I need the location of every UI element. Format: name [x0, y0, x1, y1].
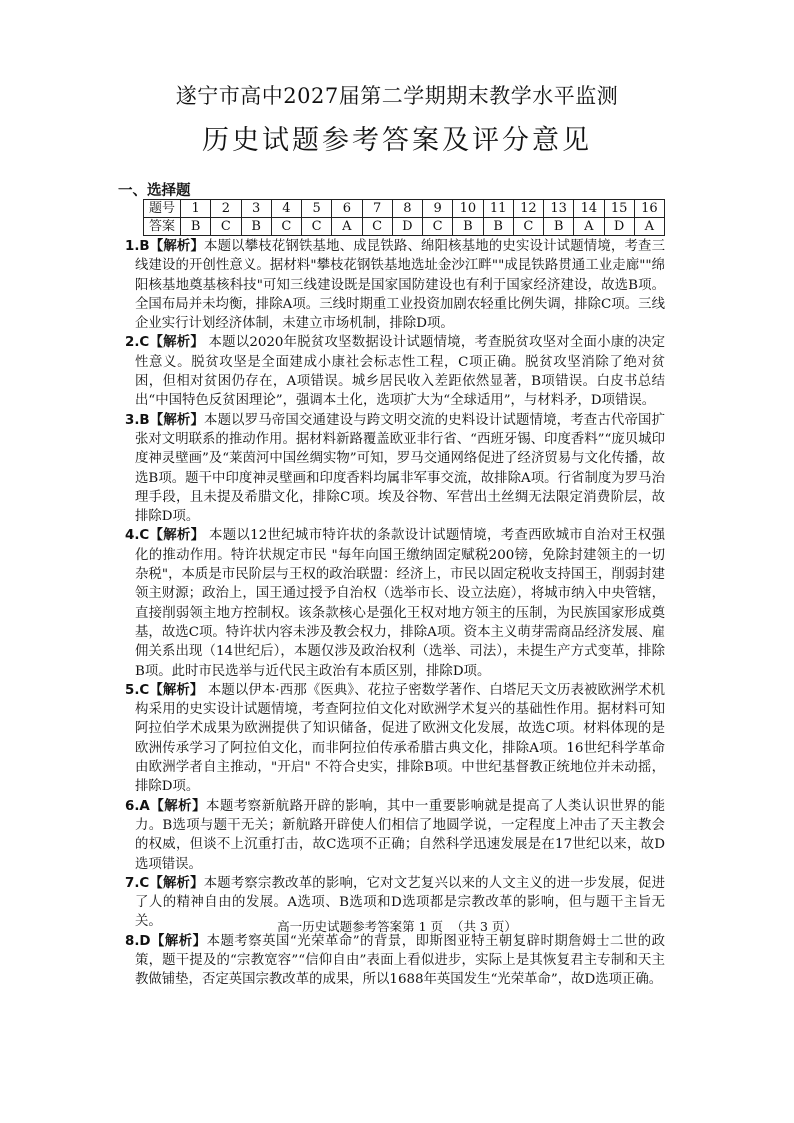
explanation-item [125, 333, 665, 410]
explanation-text: 本题以12世纪城市特许状的条款设计试题情境，考查西欧城市自治对王权强化的推动作用。特许状规定市民 "每年向国王缴纳固定赋税200镑，免除封建领主的一切杂税"，本质是市民阶层与王权的政治联盟：经济上，市民以固定税收支持国王，削弱封建领主财源；政治上，国王通过授予自治权（选举市长、设立法庭），将城市纳入中央管辖，直接削弱领主地方控制权。该条款核心是强化王权对地方领主的压制，为民族国家形成奠基，故选C项。特许状内容未涉及教会权力，排除A项。资本主义萌芽需商品经济发展、雇佣关系出现（14世纪后），本题仅涉及政治权利（选举、司法），未提生产方式变革，排除B项。此时市民选举与近代民主政治有本质区别，排除D项。 [135, 528, 666, 679]
row-label-answer: 答案 [144, 218, 181, 236]
document-title: 历史试题参考答案及评分意见 [202, 125, 592, 156]
explanation-list [125, 237, 666, 990]
answer-cell: B [181, 218, 211, 236]
question-answer-label: 6.A [125, 798, 150, 814]
explanation-text: 本题以罗马帝国交通建设与跨文明交流的史料设计试题情境，考查古代帝国扩张对文明联系的推动作用。据材料新路覆盖欧亚非行省、“西班牙锡、印度香料”“庞贝城印度神灵壁画”及“莱茵河中国丝绸实物”可知，罗马交通网络促进了经济贸易与文化传播，故选B项。题干中印度神灵壁画和印度香料均属非军事交流，故排除A项。行省制度为罗马治理手段，且未提及希腊文化，排除C项。埃及谷物、军营出土丝绸无法限定消费阶层，故排除D项。 [135, 412, 665, 525]
question-number-cell: 9 [423, 200, 453, 218]
question-number-cell: 11 [483, 200, 513, 218]
answer-cell: C [302, 218, 332, 236]
question-number-cell: 14 [574, 200, 604, 218]
analysis-tag: 【解析】 [149, 335, 204, 351]
question-answer-label: 2.C [125, 335, 150, 351]
answer-cell: A [332, 218, 362, 236]
question-number-cell: 16 [634, 200, 664, 218]
question-answer-label: 4.C [125, 528, 150, 544]
explanation-text: 本题考察英国“光荣革命”的背景，即斯图亚特王朝复辟时期詹姆士二世的政策，题干提及的“宗教宽容”“信仰自由”表面上看似进步，实际上是其恢复君主专制和天主教做铺垫，否定英国宗教改革的成果，所以1688年英国发生“光荣革命”，故D选项正确。 [135, 933, 665, 988]
explanation-text: 本题以伊本·西那《医典》、花拉子密数学著作、白塔尼天文历表被欧洲学术机构采用的史实设计试题情境，考查阿拉伯文化对欧洲学术复兴的基础性作用。据材料可知阿拉伯学术成果为欧洲提供了知识储备，促进了欧洲文化发展，故选C项。材料体现的是欧洲传承学习了阿拉伯文化，而非阿拉伯传承希腊古典文化，排除A项。16世纪科学革命由欧洲学者自主推动，"开启" 不符合史实，排除B项。中世纪基督教正统地位并未动摇，排除D项。 [135, 682, 665, 795]
answer-table [143, 199, 665, 236]
analysis-tag: 【解析】 [149, 239, 205, 254]
question-number-cell: 6 [332, 200, 362, 218]
answer-cell: A [634, 218, 664, 236]
analysis-tag: 【解析】 [149, 528, 205, 544]
answer-cell: C [211, 218, 241, 236]
question-answer-label: 5.C [125, 682, 150, 698]
question-number-cell: 2 [211, 200, 241, 218]
explanation-item [125, 932, 665, 990]
question-number-cell: 1 [181, 200, 211, 218]
question-number-cell: 7 [362, 200, 392, 218]
answer-cell: B [483, 218, 513, 236]
answer-cell: C [423, 218, 453, 236]
explanation-item [125, 411, 665, 527]
question-number-cell: 4 [271, 200, 301, 218]
question-number-row [144, 200, 665, 218]
explanation-text: 本题以2020年脱贫攻坚数据设计试题情境，考查脱贫攻坚对全面小康的决定性意义。脱贫攻坚是全面建成小康社会标志性工程，C项正确。脱贫攻坚消除了绝对贫困，但相对贫困仍存在，A项错误。城乡居民收入差距依然显著，B项错误。白皮书总结出“中国特色反贫困理论”，强调本土化，选项扩大为“全球适用”，与材料矛，D项错误。 [135, 335, 665, 409]
explanation-item [125, 797, 665, 874]
question-answer-label: 8.D [125, 933, 151, 949]
question-number-cell: 12 [513, 200, 543, 218]
question-number-cell: 3 [241, 200, 271, 218]
answer-cell: C [513, 218, 543, 236]
answer-cell: C [362, 218, 392, 236]
question-answer-label: 3.B [125, 412, 150, 428]
answer-cell: D [604, 218, 634, 236]
explanation-item [125, 237, 665, 333]
answer-cell: B [544, 218, 574, 236]
explanation-item [125, 526, 666, 680]
explanation-text: 本题以攀枝花钢铁基地、成昆铁路、绵阳核基地的史实设计试题情境，考查三线建设的开创性意义。据材料"攀枝花钢铁基地选址金沙江畔""成昆铁路贯通工业走廊""绵阳核基地奠基核科技"可知三线建设既是国家国防建设也有利于国家经济建设，故选B项。全国布局并未均衡，排除A项。三线时期重工业投资加剧农轻重比例失调，排除C项。三线企业实行计划经济体制，未建立市场机制，排除D项。 [135, 239, 665, 332]
question-number-cell: 5 [302, 200, 332, 218]
question-number-cell: 15 [604, 200, 634, 218]
analysis-tag: 【解析】 [149, 682, 204, 698]
explanation-text: 本题考察宗教改革的影响，它对文艺复兴以来的人文主义的进一步发展，促进了人的精神自由的发展。A选项、B选项和D选项都是宗教改革的影响，但与题干主旨无关。 [135, 875, 666, 930]
question-number-cell: 10 [453, 200, 483, 218]
answer-cell: D [392, 218, 422, 236]
analysis-tag: 【解析】 [150, 933, 207, 949]
page-footer: 高一历史试题参考答案第 1 页 （共 3 页） [277, 919, 517, 934]
answer-cell: B [453, 218, 483, 236]
section-heading: 一、选择题 [118, 183, 191, 199]
question-number-cell: 13 [544, 200, 574, 218]
analysis-tag: 【解析】 [149, 412, 205, 428]
answer-cell: A [574, 218, 604, 236]
answer-row [144, 218, 665, 236]
exam-title: 遂宁市高中2027届第二学期期末教学水平监测 [175, 84, 619, 108]
analysis-tag: 【解析】 [149, 875, 204, 891]
answer-cell: B [241, 218, 271, 236]
explanation-text: 本题考察新航路开辟的影响，其中一重要影响就是提高了人类认识世界的能力。B选项与题干无关；新航路开辟使人们相信了地圆学说，一定程度上冲击了天主教会的权威，但谈不上沉重打击，故C选项不正确；自然科学迅速发展是在17世纪以来，故D选项错误。 [135, 798, 665, 872]
question-answer-label: 7.C [125, 875, 150, 891]
analysis-tag: 【解析】 [149, 798, 207, 814]
question-answer-label: 1.B [125, 239, 150, 254]
row-label-number: 题号 [144, 200, 181, 218]
answer-cell: C [271, 218, 301, 236]
explanation-item [125, 681, 665, 797]
question-number-cell: 8 [392, 200, 422, 218]
